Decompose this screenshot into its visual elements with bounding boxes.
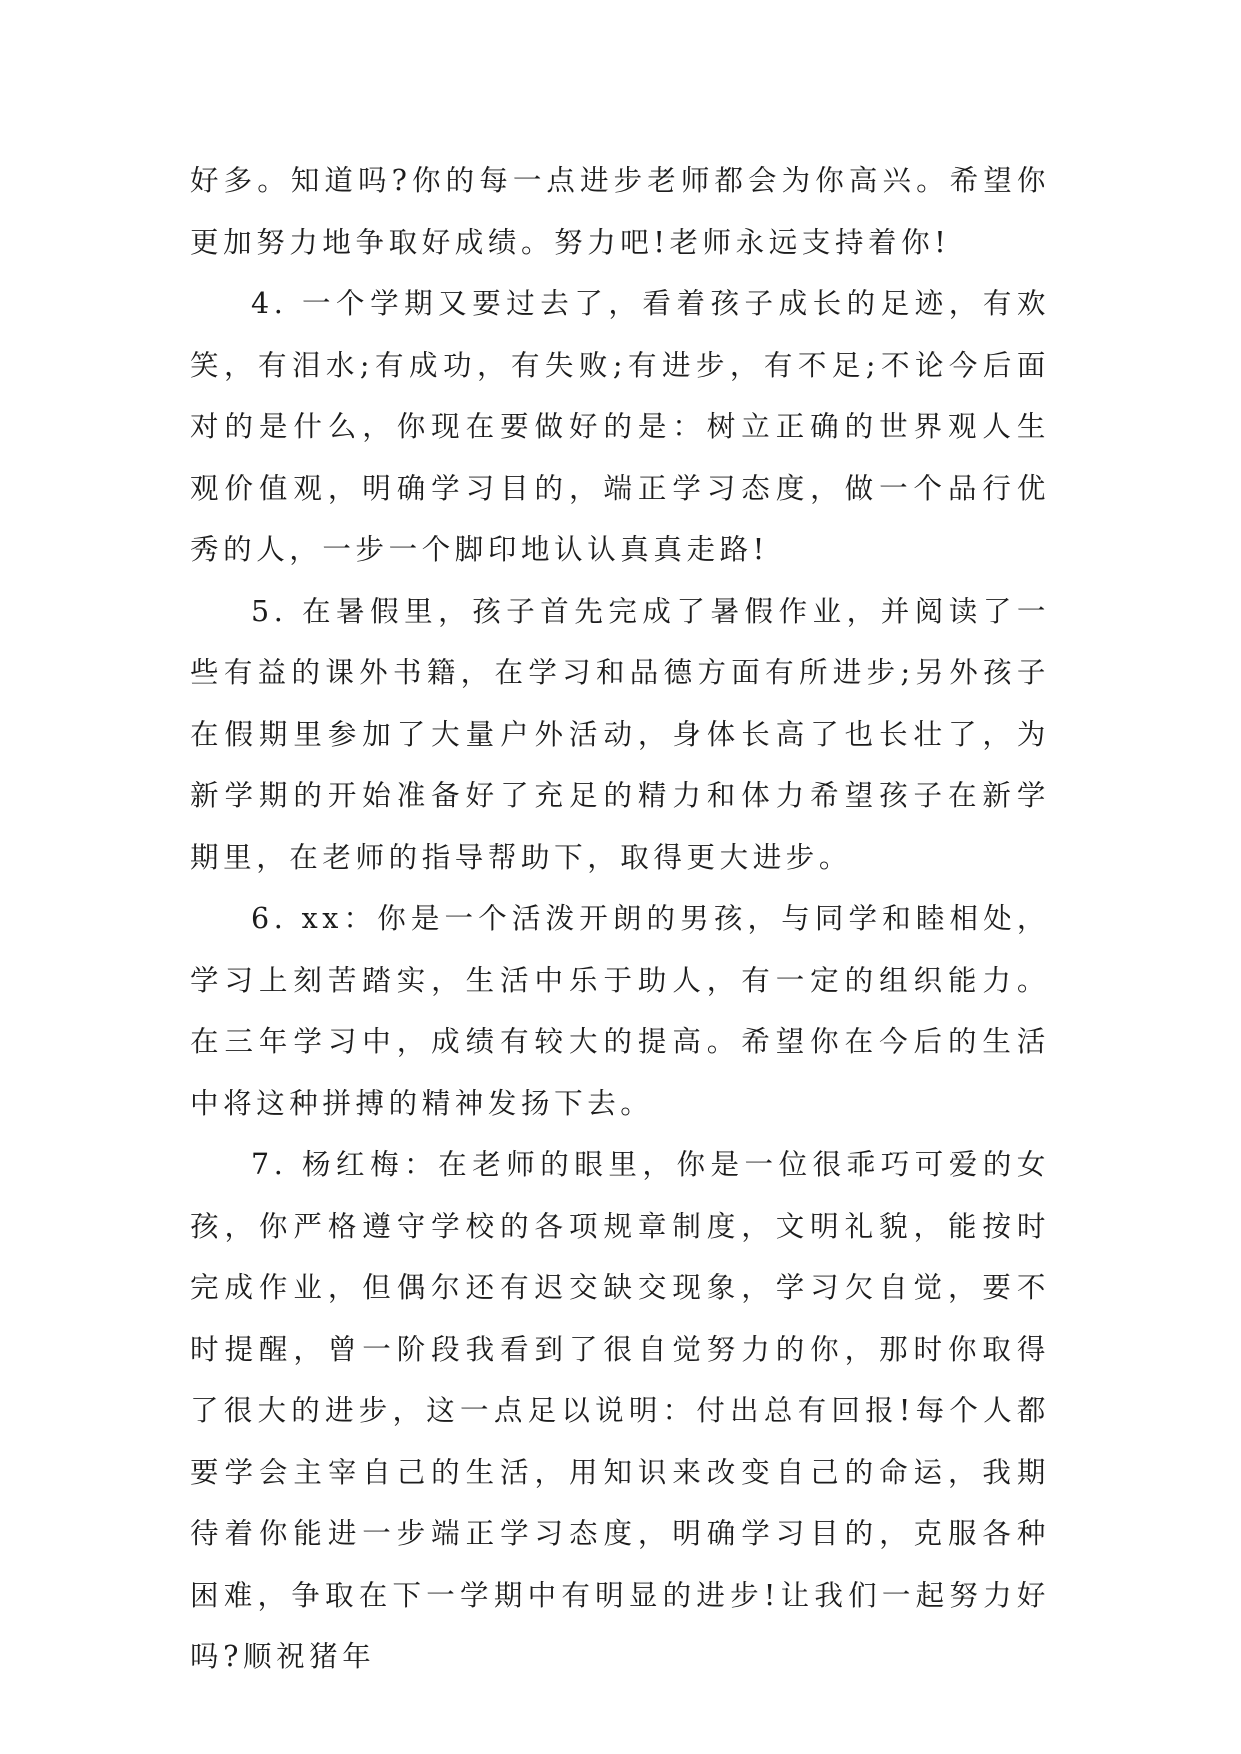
paragraph-item-5: 5. 在暑假里，孩子首先完成了暑假作业，并阅读了一些有益的课外书籍，在学习和品德方面有所进步;另外孩子在假期里参加了大量户外活动，身体长高了也长壮了，为新学期的开始准备好了充足的精力和体力希望孩子在新学期里，在老师的指导帮助下，取得更大进步。 (190, 594, 1050, 874)
paragraph-item-7: 7. 杨红梅：在老师的眼里，你是一位很乖巧可爱的女孩，你严格遵守学校的各项规章制度，文明礼貌，能按时完成作业，但偶尔还有迟交缺交现象，学习欠自觉，要不时提醒，曾一阶段我看到了很自觉努力的你，那时你取得了很大的进步，这一点足以说明：付出总有回报!每个人都要学会主宰自己的生活，用知识来改变自己的命运，我期待着你能进一步端正学习态度，明确学习目的，克服各种困难，争取在下一学期中有明显的进步!让我们一起努力好吗?顺祝猪年 (190, 1148, 1050, 1673)
document-body (190, 150, 1050, 1688)
paragraph-item-6: 6. xx：你是一个活泼开朗的男孩，与同学和睦相处，学习上刻苦踏实，生活中乐于助人，有一定的组织能力。在三年学习中，成绩有较大的提高。希望你在今后的生活中将这种拼搏的精神发扬下去。 (190, 902, 1050, 1120)
paragraph-continuation: 好多。知道吗?你的每一点进步老师都会为你高兴。希望你更加努力地争取好成绩。努力吧!老师永远支持着你! (190, 164, 1050, 259)
paragraph-item-4: 4. 一个学期又要过去了，看着孩子成长的足迹，有欢笑，有泪水;有成功，有失败;有进步，有不足;不论今后面对的是什么，你现在要做好的是：树立正确的世界观人生观价值观，明确学习目的，端正学习态度，做一个品行优秀的人，一步一个脚印地认认真真走路! (190, 287, 1050, 566)
